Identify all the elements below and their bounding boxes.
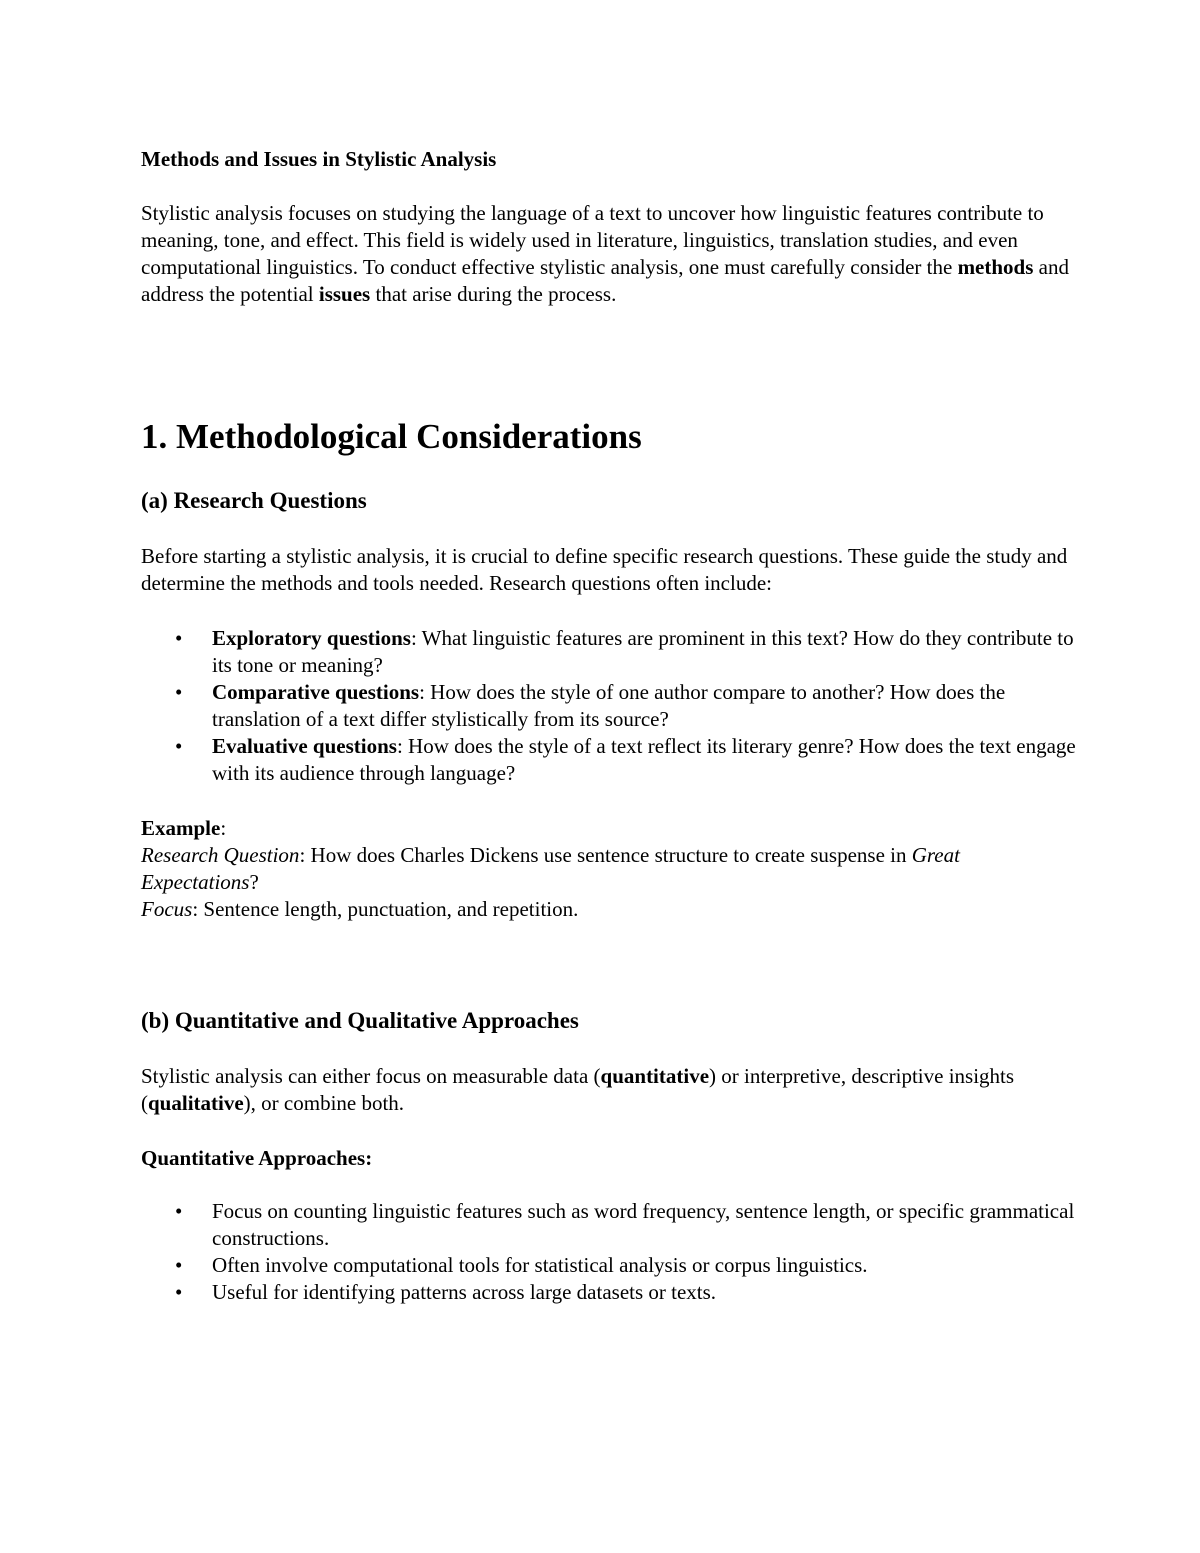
list-item: • Comparative questions: How does the style of one author compare to another? How does the translation of a text differ stylistically from its source? [175, 680, 1006, 731]
research-questions-paragraph: Before starting a stylistic analysis, it is crucial to define specific research questions. These guide the study and determine the methods and tools needed. Research questions often include: [141, 544, 1068, 595]
example-block [141, 815, 1076, 923]
bullet-icon: • [175, 1253, 183, 1277]
bullet-icon: • [175, 1199, 183, 1223]
list-item: • Focus on counting linguistic features such as word frequency, sentence length, or specific grammatical constructions. [175, 1199, 1075, 1250]
research-question-types-list [141, 625, 1076, 787]
subsection-heading-approaches: (b) Quantitative and Qualitative Approaches [141, 1008, 579, 1033]
intro-paragraph: Stylistic analysis focuses on studying the language of a text to uncover how linguistic features contribute to meaning, tone, and effect. This field is widely used in literature, linguistics, translation studies, and even computational linguistics. To conduct effective stylistic analysis, one must carefully consider the methods and address the potential issues that arise during the process. [141, 201, 1069, 306]
list-item: • Evaluative questions: How does the style of a text reflect its literary genre? How does the text engage with its audience through language? [175, 734, 1076, 785]
example-label: Example: [141, 816, 227, 840]
example-focus: Focus: Sentence length, punctuation, and repetition. [141, 897, 579, 921]
bullet-icon: • [175, 680, 183, 704]
quantitative-approaches-list [141, 1198, 1076, 1306]
bullet-icon: • [175, 734, 183, 758]
document-title: Methods and Issues in Stylistic Analysis [141, 147, 497, 171]
bullet-icon: • [175, 626, 183, 650]
list-item: • Exploratory questions: What linguistic features are prominent in this text? How do they contribute to its tone or meaning? [175, 626, 1074, 677]
list-item: • Useful for identifying patterns across large datasets or texts. [175, 1280, 717, 1304]
bullet-icon: • [175, 1280, 183, 1304]
quantitative-approaches-heading: Quantitative Approaches: [141, 1146, 373, 1170]
example-research-question: Research Question: How does Charles Dickens use sentence structure to create suspense in Great Expectations? [141, 843, 960, 894]
subsection-heading-research-questions: (a) Research Questions [141, 488, 367, 513]
section-heading-methodological: 1. Methodological Considerations [141, 417, 642, 456]
list-item: • Often involve computational tools for statistical analysis or corpus linguistics. [175, 1253, 868, 1277]
approaches-paragraph: Stylistic analysis can either focus on measurable data (quantitative) or interpretive, descriptive insights (qualitative), or combine both. [141, 1064, 1015, 1115]
